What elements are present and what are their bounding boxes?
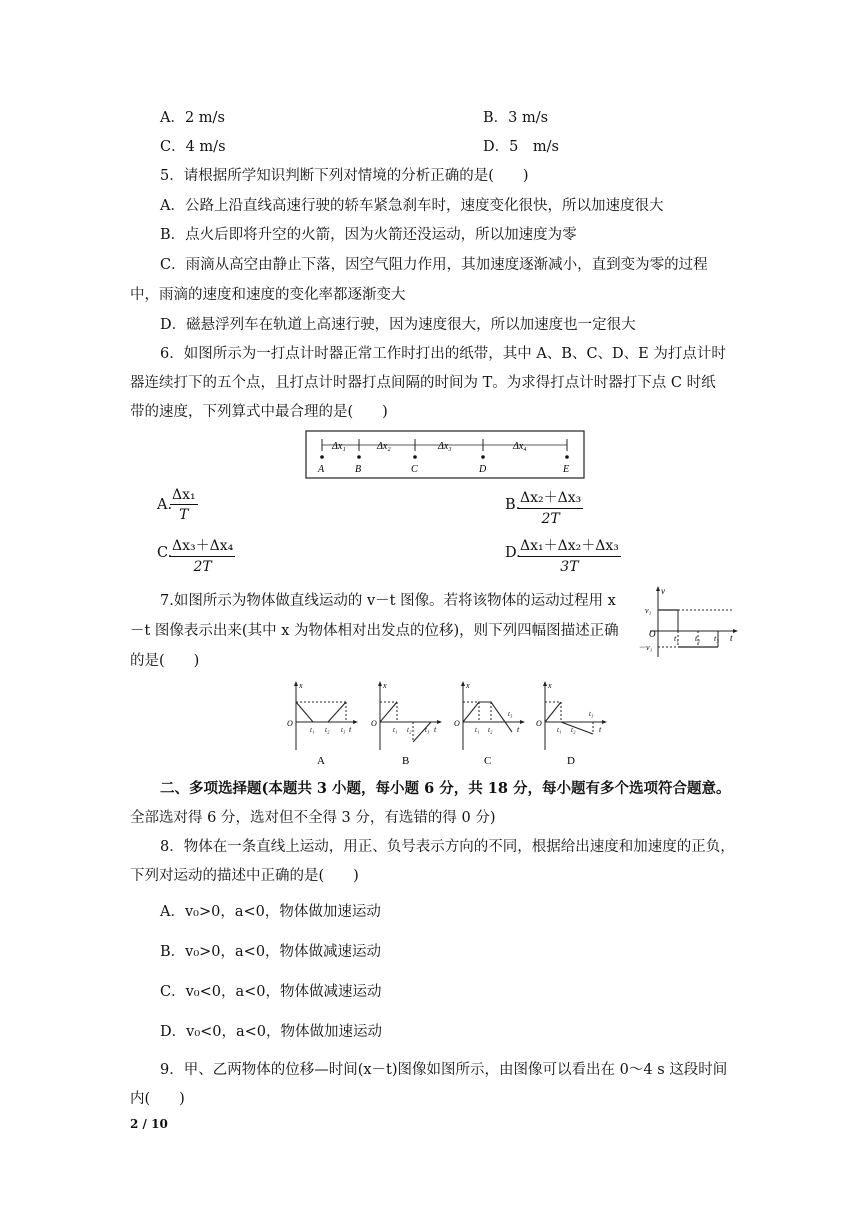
xt-b-caption: B	[402, 755, 410, 767]
xt-b-o-label: O	[371, 719, 377, 728]
vt-graph	[640, 585, 740, 665]
xt-c-t2: t₂	[488, 726, 493, 734]
xt-d-t3: t₃	[589, 710, 594, 718]
xt-graph-c	[454, 681, 525, 767]
q8-option-a: A．v₀>0，a<0，物体做加速运动	[160, 904, 381, 920]
q7-stem-line3: 的是( )	[130, 653, 200, 669]
xt-a-caption: A	[317, 755, 325, 767]
q8-stem-line1: 8．物体在一条直线上运动，用正、负号表示方向的不同，根据给出速度和加速度的正负，	[160, 839, 735, 855]
xt-graph-d	[536, 681, 607, 767]
q6-stem-line1: 6．如图所示为一打点计时器正常工作时打出的纸带，其中 A、B、C、D、E 为打点计时	[160, 346, 726, 362]
q5-stem: 5．请根据所学知识判断下列对情境的分析正确的是( )	[160, 168, 529, 184]
q6-b-denominator: 2T	[541, 511, 560, 527]
q5-option-d: D．磁悬浮列车在轨道上高速行驶，因为速度很大，所以加速度也一定很大	[160, 317, 636, 333]
q5-option-c-line1: C．雨滴从高空由静止下落，因空气阻力作用，其加速度逐渐减小，直到变为零的过程	[160, 257, 708, 273]
xt-d-x-label: x	[548, 681, 552, 690]
xt-b-x-label: x	[383, 681, 387, 690]
q6-option-b-fraction	[518, 487, 583, 527]
tape-seg-4: Δx₄	[513, 441, 527, 452]
vt-t1-label: t₁	[674, 634, 680, 643]
q6-option-a-label: A.	[157, 497, 173, 513]
xt-c-x-label: x	[466, 681, 470, 690]
q4-option-b: B．3 m/s	[483, 110, 549, 126]
xt-c-caption: C	[484, 755, 492, 767]
q6-b-numerator: Δx₂＋Δx₃	[518, 487, 583, 509]
xt-d-caption: D	[567, 755, 575, 767]
q6-c-numerator: Δx₃＋Δx₄	[170, 535, 235, 557]
q4-option-d: D．5 m/s	[483, 139, 559, 155]
q8-option-d: D．v₀<0，a<0，物体做加速运动	[160, 1024, 383, 1040]
xt-a-t3: t₃	[341, 726, 346, 734]
tape-seg-2: Δx₂	[377, 441, 391, 452]
q8-stem-line2: 下列对运动的描述中正确的是( )	[130, 868, 359, 884]
q6-option-c-fraction	[170, 535, 235, 575]
xt-b-t1: t₁	[393, 726, 398, 734]
q9-stem-line1: 9．甲、乙两物体的位移—时间(x－t)图像如图所示，由图像可以看出在 0～4 s 这段时间	[160, 1062, 728, 1078]
paper-tape-figure	[305, 430, 585, 480]
xt-c-t-axis: t	[517, 725, 520, 734]
vt-v-label: v	[661, 586, 665, 596]
xt-c-o-label: O	[454, 719, 460, 728]
xt-graph-b	[371, 681, 442, 767]
q6-stem-line3: 带的速度，下列算式中最合理的是( )	[130, 404, 388, 420]
tape-seg-1: Δx₁	[332, 441, 346, 452]
vt-t2-label: t₂	[695, 634, 701, 643]
q6-option-a-fraction	[170, 487, 198, 523]
page-number: 2 / 10	[130, 1117, 168, 1131]
vt-origin-label: O	[649, 629, 656, 639]
tape-point-b: B	[355, 464, 362, 475]
xt-c-t3: t₃	[508, 710, 513, 718]
xt-b-t-axis: t	[434, 725, 437, 734]
vt-t3-label: t₃	[714, 634, 720, 643]
q5-option-c-line2: 中，雨滴的速度和速度的变化率都逐渐变大	[130, 287, 406, 303]
q6-d-numerator: Δx₁＋Δx₂＋Δx₃	[518, 535, 621, 557]
q4-option-a: A．2 m/s	[160, 110, 225, 126]
q6-option-c-label: C.	[157, 545, 173, 561]
xt-a-o-label: O	[287, 719, 293, 728]
q8-option-c: C．v₀<0，a<0，物体做减速运动	[160, 984, 382, 1000]
q6-d-denominator: 3T	[560, 559, 579, 575]
xt-b-t2: t₂	[407, 726, 412, 734]
q6-a-numerator: Δx₁	[172, 487, 196, 503]
section2-heading-line1: 二、多项选择题(本题共 3 小题，每小题 6 分，共 18 分，每小题有多个选项符合题意。	[160, 780, 731, 797]
vt-neg-v1-label: －v₁	[638, 643, 653, 652]
q5-option-b: B．点火后即将升空的火箭，因为火箭还没运动，所以加速度为零	[160, 227, 577, 243]
q7-stem-line2: －t 图像表示出来(其中 x 为物体相对出发点的位移)，则下列四幅图描述正确	[130, 623, 619, 639]
q6-option-d-fraction	[518, 535, 621, 575]
q6-option-b-label: B.	[505, 497, 521, 513]
q7-stem-line1: 7.如图所示为物体做直线运动的 v－t 图像。若将该物体的运动过程用 x	[160, 593, 616, 609]
section2-heading-line2: 全部选对得 6 分，选对但不全得 3 分，有选错的得 0 分)	[130, 810, 496, 826]
xt-graph-a	[287, 681, 358, 767]
tape-point-c: C	[411, 464, 418, 475]
xt-d-t2: t₂	[571, 726, 576, 734]
q6-option-d-label: D.	[505, 545, 521, 561]
xt-a-t-axis: t	[349, 725, 352, 734]
xt-d-t1: t₁	[557, 726, 562, 734]
xt-a-x-label: x	[299, 681, 303, 690]
q6-c-denominator: 2T	[193, 559, 212, 575]
tape-point-a: A	[318, 464, 325, 475]
q6-stem-line2: 器连续打下的五个点，且打点计时器打点间隔的时间为 T。为求得打点计时器打下点 C 时纸	[130, 375, 716, 391]
xt-d-t-axis: t	[599, 725, 602, 734]
xt-c-t1: t₁	[475, 726, 480, 734]
xt-d-o-label: O	[536, 719, 542, 728]
xt-a-t1: t₁	[310, 726, 315, 734]
tape-point-e: E	[563, 464, 570, 475]
q8-option-b: B．v₀>0，a<0，物体做减速运动	[160, 944, 382, 960]
xt-graphs	[283, 678, 623, 768]
xt-b-t3: t₃	[425, 726, 430, 734]
vt-t-axis-label: t	[730, 633, 733, 643]
xt-a-t2: t₂	[325, 726, 330, 734]
q9-stem-line2: 内( )	[130, 1091, 185, 1107]
q6-a-denominator: T	[179, 507, 189, 523]
tape-seg-3: Δx₃	[438, 441, 452, 452]
q4-option-c: C．4 m/s	[160, 139, 226, 155]
vt-v1-label: v₁	[645, 606, 652, 615]
q5-option-a: A．公路上沿直线高速行驶的轿车紧急刹车时，速度变化很快，所以加速度很大	[160, 198, 664, 214]
tape-point-d: D	[479, 464, 487, 475]
